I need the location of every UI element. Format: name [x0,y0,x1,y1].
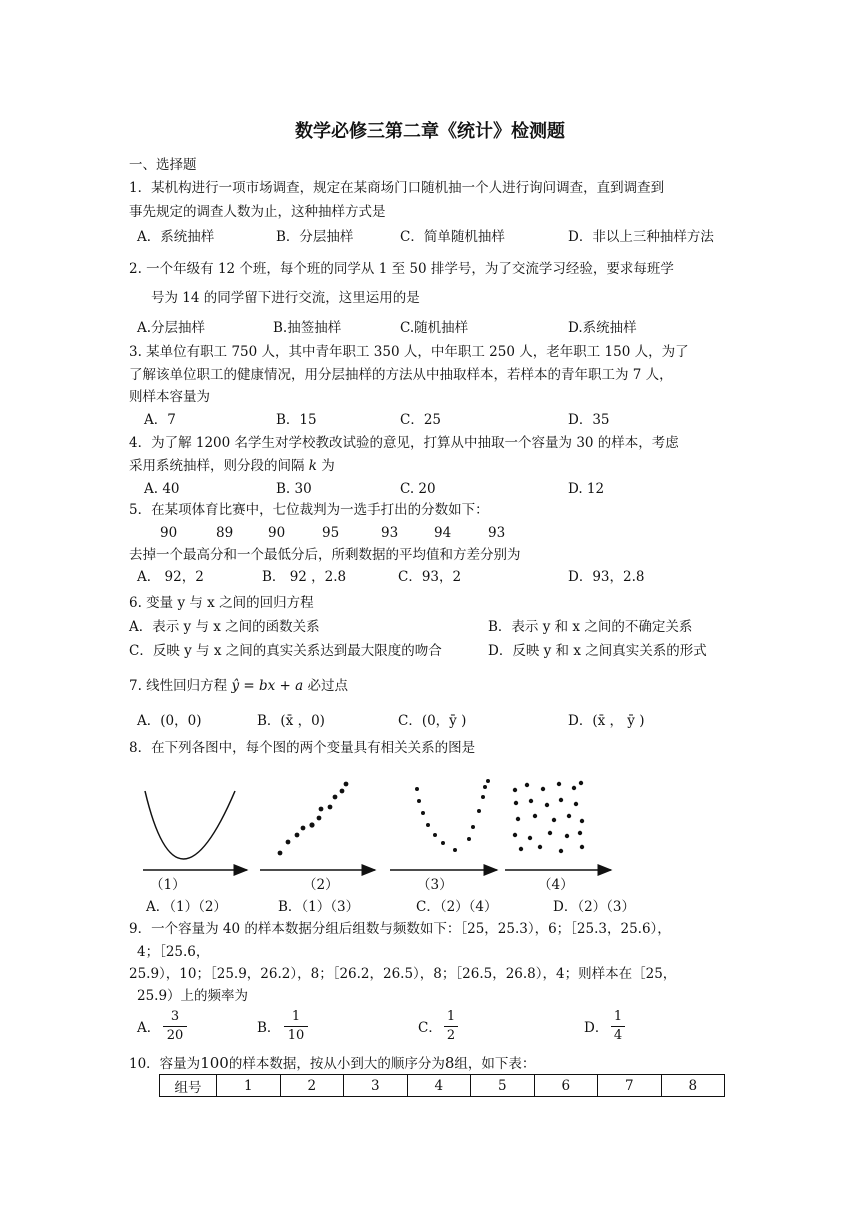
q2-option-b: B.抽签抽样 [273,320,342,336]
q1-option-a: A．系统抽样 [137,229,215,245]
q7-text-prefix: 7. 线性回归方程 [129,678,228,694]
q9-option-a-label: A． [137,1020,161,1036]
q5-option-d: D．93，2.8 [568,569,645,585]
q9-text-line4: 25.9）上的频率为 [137,988,249,1004]
q10-text-part3: 组，如下表： [454,1056,536,1072]
section-heading: 一、选择题 [129,157,197,173]
q4-option-d: D. 12 [568,481,605,497]
q5-text-line3: 去掉一个最高分和一个最低分后，所剩数据的平均值和方差分别为 [129,547,521,563]
q9-option-a-fraction [163,1009,187,1044]
q4-text-line2 [129,456,335,476]
q8-figure-label-1: （1） [150,877,186,893]
q10-group-table [159,1074,725,1097]
table-header-cell: 6 [534,1075,598,1097]
q9-text-line1: 9．一个容量为 40 的样本数据分组后组数与频数如下：［25，25.3），6；［25.3，25.6）， [129,921,671,937]
q9-text-line3: 25.9），10；［25.9，26.2），8；［26.2，26.5），8；［26.5，26.8），4；则样本在［25， [129,966,677,982]
q2-option-c: C.随机抽样 [400,320,469,336]
table-header-cell: 组号 [160,1075,217,1097]
q5-text-line1: 5．在某项体育比赛中，七位裁判为一选手打出的分数如下： [129,502,489,518]
fraction-denominator: 10 [287,1028,305,1043]
q1-option-d: D．非以上三种抽样方法 [568,229,714,245]
q7-option-a: A．(0，0) [137,713,202,729]
q2-text-line1: 2. 一个年级有 12 个班，每个班的同学从 1 至 50 排学号，为了交流学习经验，要求每班学 [129,261,674,277]
q3-option-b: B．15 [276,412,317,428]
q9-option-c-label: C． [418,1020,442,1036]
table-header-cell: 1 [217,1075,281,1097]
q3-option-a: A．7 [144,412,176,428]
q5-score: 94 [434,525,452,541]
q6-option-b: B．表示 y 和 x 之间的不确定关系 [488,619,693,635]
table-header-cell: 2 [280,1075,344,1097]
q4-option-a: A. 40 [144,481,180,497]
q5-score: 89 [216,525,234,541]
q4-text-line1: 4．为了解 1200 名学生对学校教改试验的意见，打算从中抽取一个容量为 30 的样本，考虑 [129,435,679,451]
table-header-cell: 7 [598,1075,662,1097]
q8-option-a: A．（1）（2） [146,899,227,915]
q1-option-b: B．分层抽样 [276,229,354,245]
q8-figures [135,775,615,880]
figure-2 [260,782,375,870]
fraction-numerator: 1 [613,1009,623,1024]
q5-score: 90 [268,525,286,541]
q7-formula: ŷ = bx + a [231,678,304,694]
q5-score: 90 [160,525,178,541]
q7-option-d: D．(x̄ ， ȳ ) [568,713,645,729]
q2-option-d: D.系统抽样 [568,320,637,336]
q1-text-line2: 事先规定的调查人数为止，这种抽样方式是 [129,204,386,220]
q8-figure-label-3: （3） [417,877,453,893]
q2-text-line2: 号为 14 的同学留下进行交流，这里运用的是 [151,290,420,306]
fraction-denominator: 4 [613,1028,623,1043]
q8-figure-label-2: （2） [303,877,339,893]
q9-option-b-label: B． [257,1020,281,1036]
fraction-numerator: 1 [446,1009,456,1024]
fraction-numerator: 3 [170,1009,180,1024]
q4-variable-k: k [308,458,317,474]
q3-text-line3: 则样本容量为 [129,389,210,405]
q6-option-c: C．反映 y 与 x 之间的真实关系达到最大限度的吻合 [129,643,442,659]
q4-text-line2-part2: 为 [321,458,335,474]
page-title: 数学必修三第二章《统计》检测题 [295,121,565,142]
q9-option-d-label: D． [584,1020,609,1036]
q4-option-c: C. 20 [400,481,436,497]
q10-text-part1: 10．容量为 [129,1056,201,1072]
q4-option-b: B. 30 [276,481,312,497]
q9-option-b-fraction [284,1009,308,1044]
q8-option-b: B．（1）（3） [278,899,360,915]
q9-option-c-fraction [444,1009,458,1044]
q6-option-d: D．反映 y 和 x 之间真实关系的形式 [488,643,707,659]
q6-text-line1: 6. 变量 y 与 x 之间的回归方程 [129,595,314,611]
table-header-cell: 3 [344,1075,408,1097]
q4-text-line2-part1: 采用系统抽样，则分段的间隔 [129,458,305,474]
q5-score: 93 [488,525,506,541]
q7-option-b: B．(x̄ ，0) [257,713,325,729]
q5-score: 95 [322,525,340,541]
q8-option-d: D．（2）（3） [553,899,636,915]
q9-option-d-fraction [611,1009,625,1044]
q3-option-c: C．25 [400,412,442,428]
q3-text-line1: 3. 某单位有职工 750 人，其中青年职工 350 人，中年职工 250 人，老年职工 150 人，为了 [129,344,689,360]
fraction-denominator: 2 [446,1028,456,1043]
q1-option-c: C．简单随机抽样 [400,229,505,245]
figure-3 [390,779,497,870]
q10-text [129,1053,535,1074]
q10-group-count: 8 [444,1054,455,1072]
table-header-cell: 8 [661,1075,725,1097]
q5-option-c: C．93，2 [398,569,462,585]
q8-figure-label-4: （4） [538,877,574,893]
figure-4 [505,781,611,870]
q9-text-line2: 4；［25.6， [137,944,210,960]
table-row [160,1075,725,1097]
fraction-numerator: 1 [291,1009,301,1024]
fraction-denominator: 20 [166,1028,184,1043]
q2-option-a: A.分层抽样 [137,320,206,336]
q5-score: 93 [381,525,399,541]
q3-text-line2: 了解该单位职工的健康情况，用分层抽样的方法从中抽取样本，若样本的青年职工为 7 人， [129,367,673,383]
q3-option-d: D．35 [568,412,610,428]
q1-text-line1: 1．某机构进行一项市场调查，规定在某商场门口随机抽一个人进行询问调查，直到调查到 [129,180,665,196]
q7-text [129,676,348,696]
q6-option-a: A．表示 y 与 x 之间的函数关系 [129,619,320,635]
q8-option-c: C．（2）（4） [416,899,498,915]
q5-option-a: A． 92，2 [137,569,204,585]
q8-text-line1: 8．在下列各图中，每个图的两个变量具有相关关系的图是 [129,740,476,756]
q10-text-part2: 的样本数据，按从小到大的顺序分为 [228,1056,445,1072]
table-header-cell: 4 [407,1075,471,1097]
table-header-cell: 5 [471,1075,535,1097]
q7-option-c: C．(0，ȳ ) [398,713,467,729]
q5-option-b: B． 92 ，2.8 [262,569,347,585]
q10-sample-size: 100 [200,1054,229,1072]
q7-text-suffix: 必过点 [307,678,348,694]
figure-1 [143,791,247,870]
